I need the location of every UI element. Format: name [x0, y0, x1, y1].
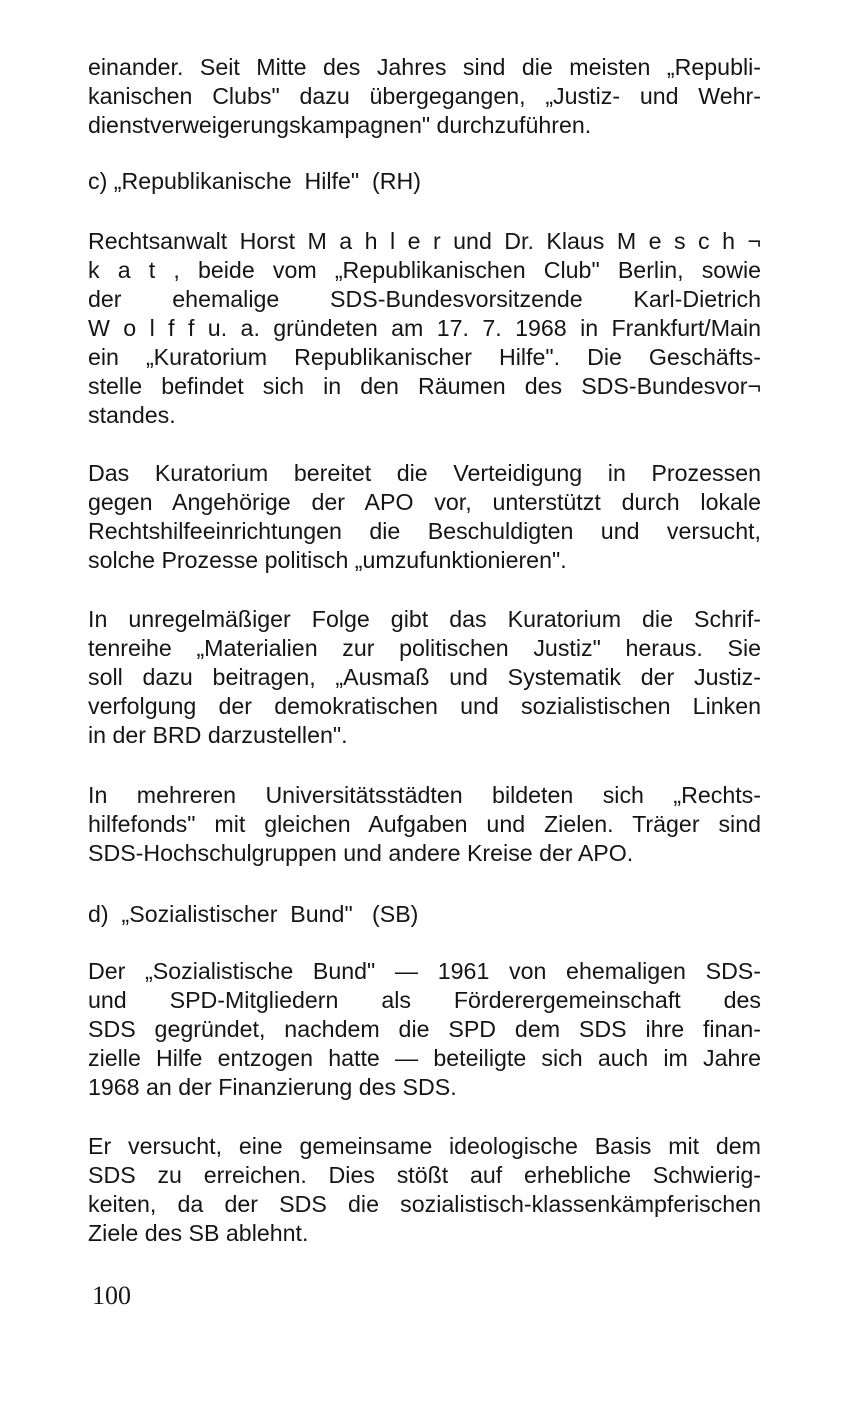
text-line: W o l f f u. a. gründeten am 17. 7. 1968 in Frankfurt/Main — [88, 315, 761, 341]
text-line: standes. — [88, 402, 176, 428]
text-line: in der BRD darzustellen". — [88, 722, 348, 748]
text-line: keiten, da der SDS die sozialistisch-klassenkämpferischen — [88, 1191, 761, 1217]
text-line: Rechtshilfeeinrichtungen die Beschuldigten und versucht, — [88, 518, 761, 544]
text-line: SDS-Hochschulgruppen und andere Kreise der APO. — [88, 840, 634, 866]
text-line: SDS gegründet, nachdem die SPD dem SDS ihre finan- — [88, 1016, 761, 1042]
text-line: einander. Seit Mitte des Jahres sind die meisten „Republi- — [88, 54, 761, 80]
text-line: Ziele des SB ablehnt. — [88, 1220, 309, 1246]
text-line: Er versucht, eine gemeinsame ideologische Basis mit dem — [88, 1133, 761, 1159]
text-line: Der „Sozialistische Bund" — 1961 von ehemaligen SDS- — [88, 958, 761, 984]
text-line: stelle befindet sich in den Räumen des SDS-Bundesvor¬ — [88, 373, 761, 399]
text-line: ein „Kuratorium Republikanischer Hilfe". Die Geschäfts- — [88, 344, 761, 370]
text-line: 1968 an der Finanzierung des SDS. — [88, 1074, 457, 1100]
text-line: verfolgung der demokratischen und sozialistischen Linken — [88, 693, 761, 719]
section-heading: c) „Republikanische Hilfe" (RH) — [88, 168, 421, 194]
text-line: Das Kuratorium bereitet die Verteidigung in Prozessen — [88, 460, 761, 486]
text-line: In unregelmäßiger Folge gibt das Kuratorium die Schrif- — [88, 606, 761, 632]
text-line: kanischen Clubs" dazu übergegangen, „Justiz- und Wehr- — [88, 83, 761, 109]
text-line: dienstverweigerungskampagnen" durchzuführen. — [88, 112, 592, 138]
text-line: solche Prozesse politisch „umzufunktionieren". — [88, 547, 567, 573]
text-line: soll dazu beitragen, „Ausmaß und Systematik der Justiz- — [88, 664, 761, 690]
text-line: der ehemalige SDS-Bundesvorsitzende Karl-Dietrich — [88, 286, 761, 312]
text-line: hilfefonds" mit gleichen Aufgaben und Zielen. Träger sind — [88, 811, 761, 837]
text-line: gegen Angehörige der APO vor, unterstützt durch lokale — [88, 489, 761, 515]
text-line: und SPD-Mitgliedern als Förderergemeinschaft des — [88, 987, 761, 1013]
page-number: 100 — [92, 1281, 131, 1310]
text-line: SDS zu erreichen. Dies stößt auf erhebliche Schwierig- — [88, 1162, 761, 1188]
text-line: tenreihe „Materialien zur politischen Justiz" heraus. Sie — [88, 635, 761, 661]
text-line: Rechtsanwalt Horst M a h l e r und Dr. Klaus M e s c h ¬ — [88, 228, 761, 254]
text-line: zielle Hilfe entzogen hatte — beteiligte sich auch im Jahre — [88, 1045, 761, 1071]
text-line: In mehreren Universitätsstädten bildeten sich „Rechts- — [88, 782, 761, 808]
section-heading: d) „Sozialistischer Bund" (SB) — [88, 901, 419, 927]
text-line: k a t , beide vom „Republikanischen Club" Berlin, sowie — [88, 257, 761, 283]
